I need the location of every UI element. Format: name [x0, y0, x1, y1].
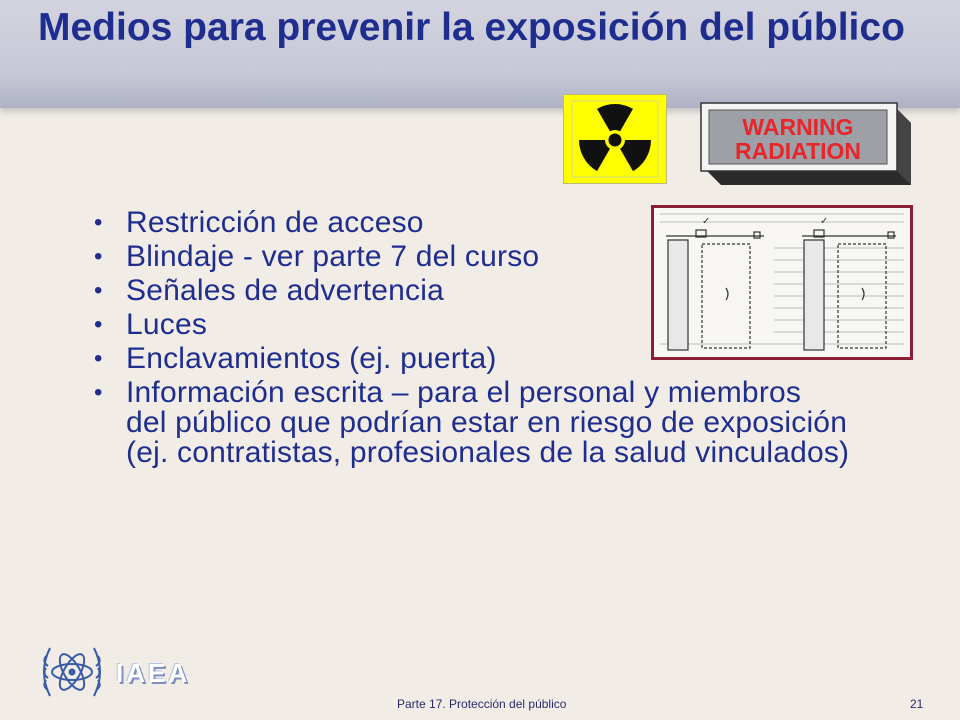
bullet-dot-icon: • — [94, 345, 103, 372]
bullet-item: • Restricción de acceso — [94, 206, 424, 239]
radiation-sign — [563, 94, 667, 184]
title-band — [0, 0, 960, 108]
bullet-dot-icon: • — [94, 243, 103, 270]
bullet-item: • Luces — [94, 308, 208, 341]
bullet-list — [90, 208, 850, 472]
svg-text:✓: ✓ — [702, 216, 711, 227]
footer-text: Parte 17. Protección del público — [397, 697, 567, 711]
iaea-emblem-icon — [36, 636, 108, 708]
warning-line2: RADIATION — [734, 138, 862, 164]
bullet-item: • Blindaje - ver parte 7 del curso — [94, 240, 540, 273]
bullet-item: • Señales de advertencia — [94, 274, 444, 307]
org-name: IAEA — [116, 658, 191, 688]
bullet-dot-icon: • — [94, 277, 103, 304]
bullet-dot-icon: • — [94, 379, 103, 406]
page-number: 21 — [910, 697, 924, 711]
radiation-trefoil-icon — [564, 95, 666, 183]
bullet-dot-icon: • — [94, 209, 103, 236]
bullet-item: • Enclavamientos (ej. puerta) — [94, 342, 497, 375]
bullet-item: • Información escrita – para el personal y miembros del público que podrían estar en riesgo de exposición (ej. contratistas, profesionales de la salud vinculados) — [94, 376, 850, 469]
warning-line1: WARNING — [742, 114, 854, 140]
bullet-dot-icon: • — [94, 311, 103, 338]
svg-text:✓: ✓ — [820, 216, 829, 227]
warning-radiation-sign — [697, 101, 913, 187]
slide-title: Medios para prevenir la exposición del público — [38, 6, 905, 49]
